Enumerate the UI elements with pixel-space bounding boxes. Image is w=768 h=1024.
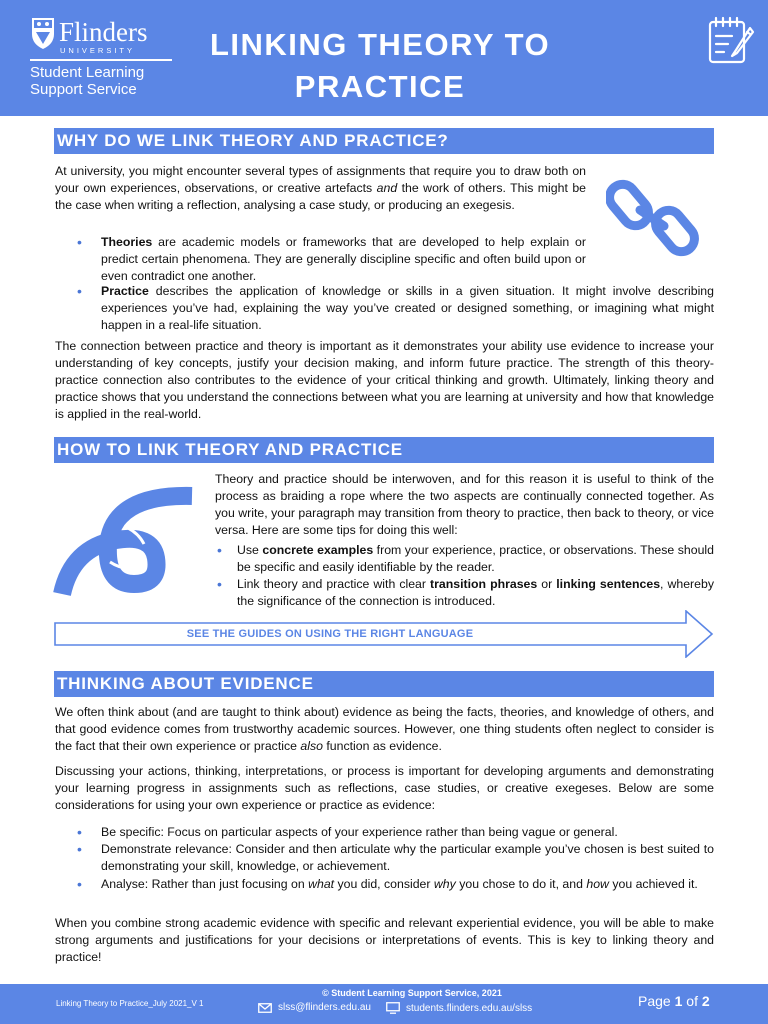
section3-paragraph-2: Discussing your actions, thinking, interpretations, or process is important for developing arguments and demonstrating your learning progress in assignments such as reflections, case studies, or creative exegeses. Below are some considerations for using your own experience or practice as evidence: bbox=[55, 764, 714, 812]
chain-link-icon bbox=[606, 176, 700, 260]
list-item-be-specific: • Be specific: Focus on particular aspects of your experience rather than being vague or general. bbox=[101, 824, 714, 841]
footer-email-text: slss@flinders.edu.au bbox=[278, 1002, 371, 1013]
logo-divider bbox=[30, 59, 172, 61]
section3-paragraph-3: When you combine strong academic evidence with specific and relevant experiential evidence, you will be able to make strong arguments and justifications for your decisions or interpretations of events. This is key to linking theory and practice! bbox=[55, 916, 714, 964]
page-header bbox=[0, 0, 768, 116]
page-title-line-1: LINKING THEORY TO bbox=[209, 27, 551, 62]
logo-subtitle-1: Student Learning bbox=[30, 64, 145, 81]
crest-icon bbox=[30, 14, 56, 50]
footer-file-label: Linking Theory to Practice_July 2021_V 1 bbox=[56, 999, 204, 1008]
logo-subtitle-2: Support Service bbox=[30, 81, 137, 98]
list-item-practice: • Practice describes the application of knowledge or skills in a given situation. It might involve describing experiences you’ve had, explaining the way you’ve created or designed something, or imagining what might happen in a real-life situation. bbox=[101, 283, 714, 334]
page-title bbox=[190, 24, 570, 108]
language-guides-label: SEE THE GUIDES ON USING THE RIGHT LANGUAGE bbox=[186, 628, 474, 640]
page-footer bbox=[0, 984, 768, 1024]
section3-paragraph-1: We often think about (and are taught to think about) evidence as being the facts, theories, and knowledge of others, and that good evidence comes from trustworthy academic sources. However, one thing students often neglect to consider is the fact that their own experience or practice also function as evidence. bbox=[55, 705, 714, 753]
list-item-theories: • Theories are academic models or frameworks that are developed to help explain or predict certain phenomena. They are generally discipline specific and often build upon or even contradict one another. bbox=[101, 234, 586, 285]
footer-website[interactable] bbox=[386, 1002, 532, 1014]
section1-paragraph-2: The connection between practice and theory is important as it demonstrates your ability use evidence to increase your understanding of key concepts, justify your decision making, and inform future practice. The strength of this theory-practice connection also contributes to the evidence of your critical thinking and growth. Ultimately, linking theory and practice shows that you understand the connections between what you are learning at university and how that knowledge is applied in the real-world. bbox=[55, 339, 714, 421]
list-item-analyse: • Analyse: Rather than just focusing on what you did, consider why you chose to do it, and how you achieved it. bbox=[101, 876, 714, 893]
footer-website-text: students.flinders.edu.au/slss bbox=[406, 1002, 533, 1014]
section-heading-evidence: THINKING ABOUT EVIDENCE bbox=[54, 671, 714, 697]
page-title-line-2: PRACTICE bbox=[294, 69, 466, 104]
flinders-logo bbox=[30, 14, 175, 98]
section1-intro: At university, you might encounter several types of assignments that require you to draw both on your own experiences, observations, or creative artefacts and the work of others. This might be the case when writing a reflection, analysing a case study, or producing an exegesis. bbox=[55, 164, 587, 212]
logo-university: UNIVERSITY bbox=[60, 46, 136, 55]
list-item-transition-phrases: • Link theory and practice with clear transition phrases or linking sentences, whereby the significance of the connection is introduced. bbox=[237, 576, 714, 610]
logo-name: Flinders bbox=[59, 17, 148, 47]
language-guides-link[interactable] bbox=[54, 610, 714, 658]
page-indicator: Page 1 of 2 bbox=[638, 993, 710, 1009]
footer-copyright: © Student Learning Support Service, 2021 bbox=[322, 988, 502, 998]
list-item-concrete-examples: • Use concrete examples from your experience, practice, or observations. These should be specific and easily identifiable by the reader. bbox=[237, 542, 714, 576]
envelope-icon bbox=[258, 1003, 272, 1013]
list-item-demonstrate-relevance: • Demonstrate relevance: Consider and then articulate why the particular example you’ve chosen is best suited to demonstrating your skill, knowledge, or achievement. bbox=[101, 841, 714, 875]
monitor-icon bbox=[386, 1002, 400, 1014]
notepad-pencil-icon bbox=[706, 14, 756, 66]
rope-knot-icon bbox=[52, 484, 204, 604]
section-heading-how: HOW TO LINK THEORY AND PRACTICE bbox=[54, 437, 714, 463]
section-heading-why: WHY DO WE LINK THEORY AND PRACTICE? bbox=[54, 128, 714, 154]
section2-intro: Theory and practice should be interwoven, and for this reason it is useful to think of the process as braiding a rope where the two aspects are continually connected together. As you write, your paragraph may transition from theory to practice, then back to theory, or vice versa. Here are some tips for doing this well: bbox=[215, 472, 714, 537]
footer-email[interactable] bbox=[258, 1002, 371, 1013]
